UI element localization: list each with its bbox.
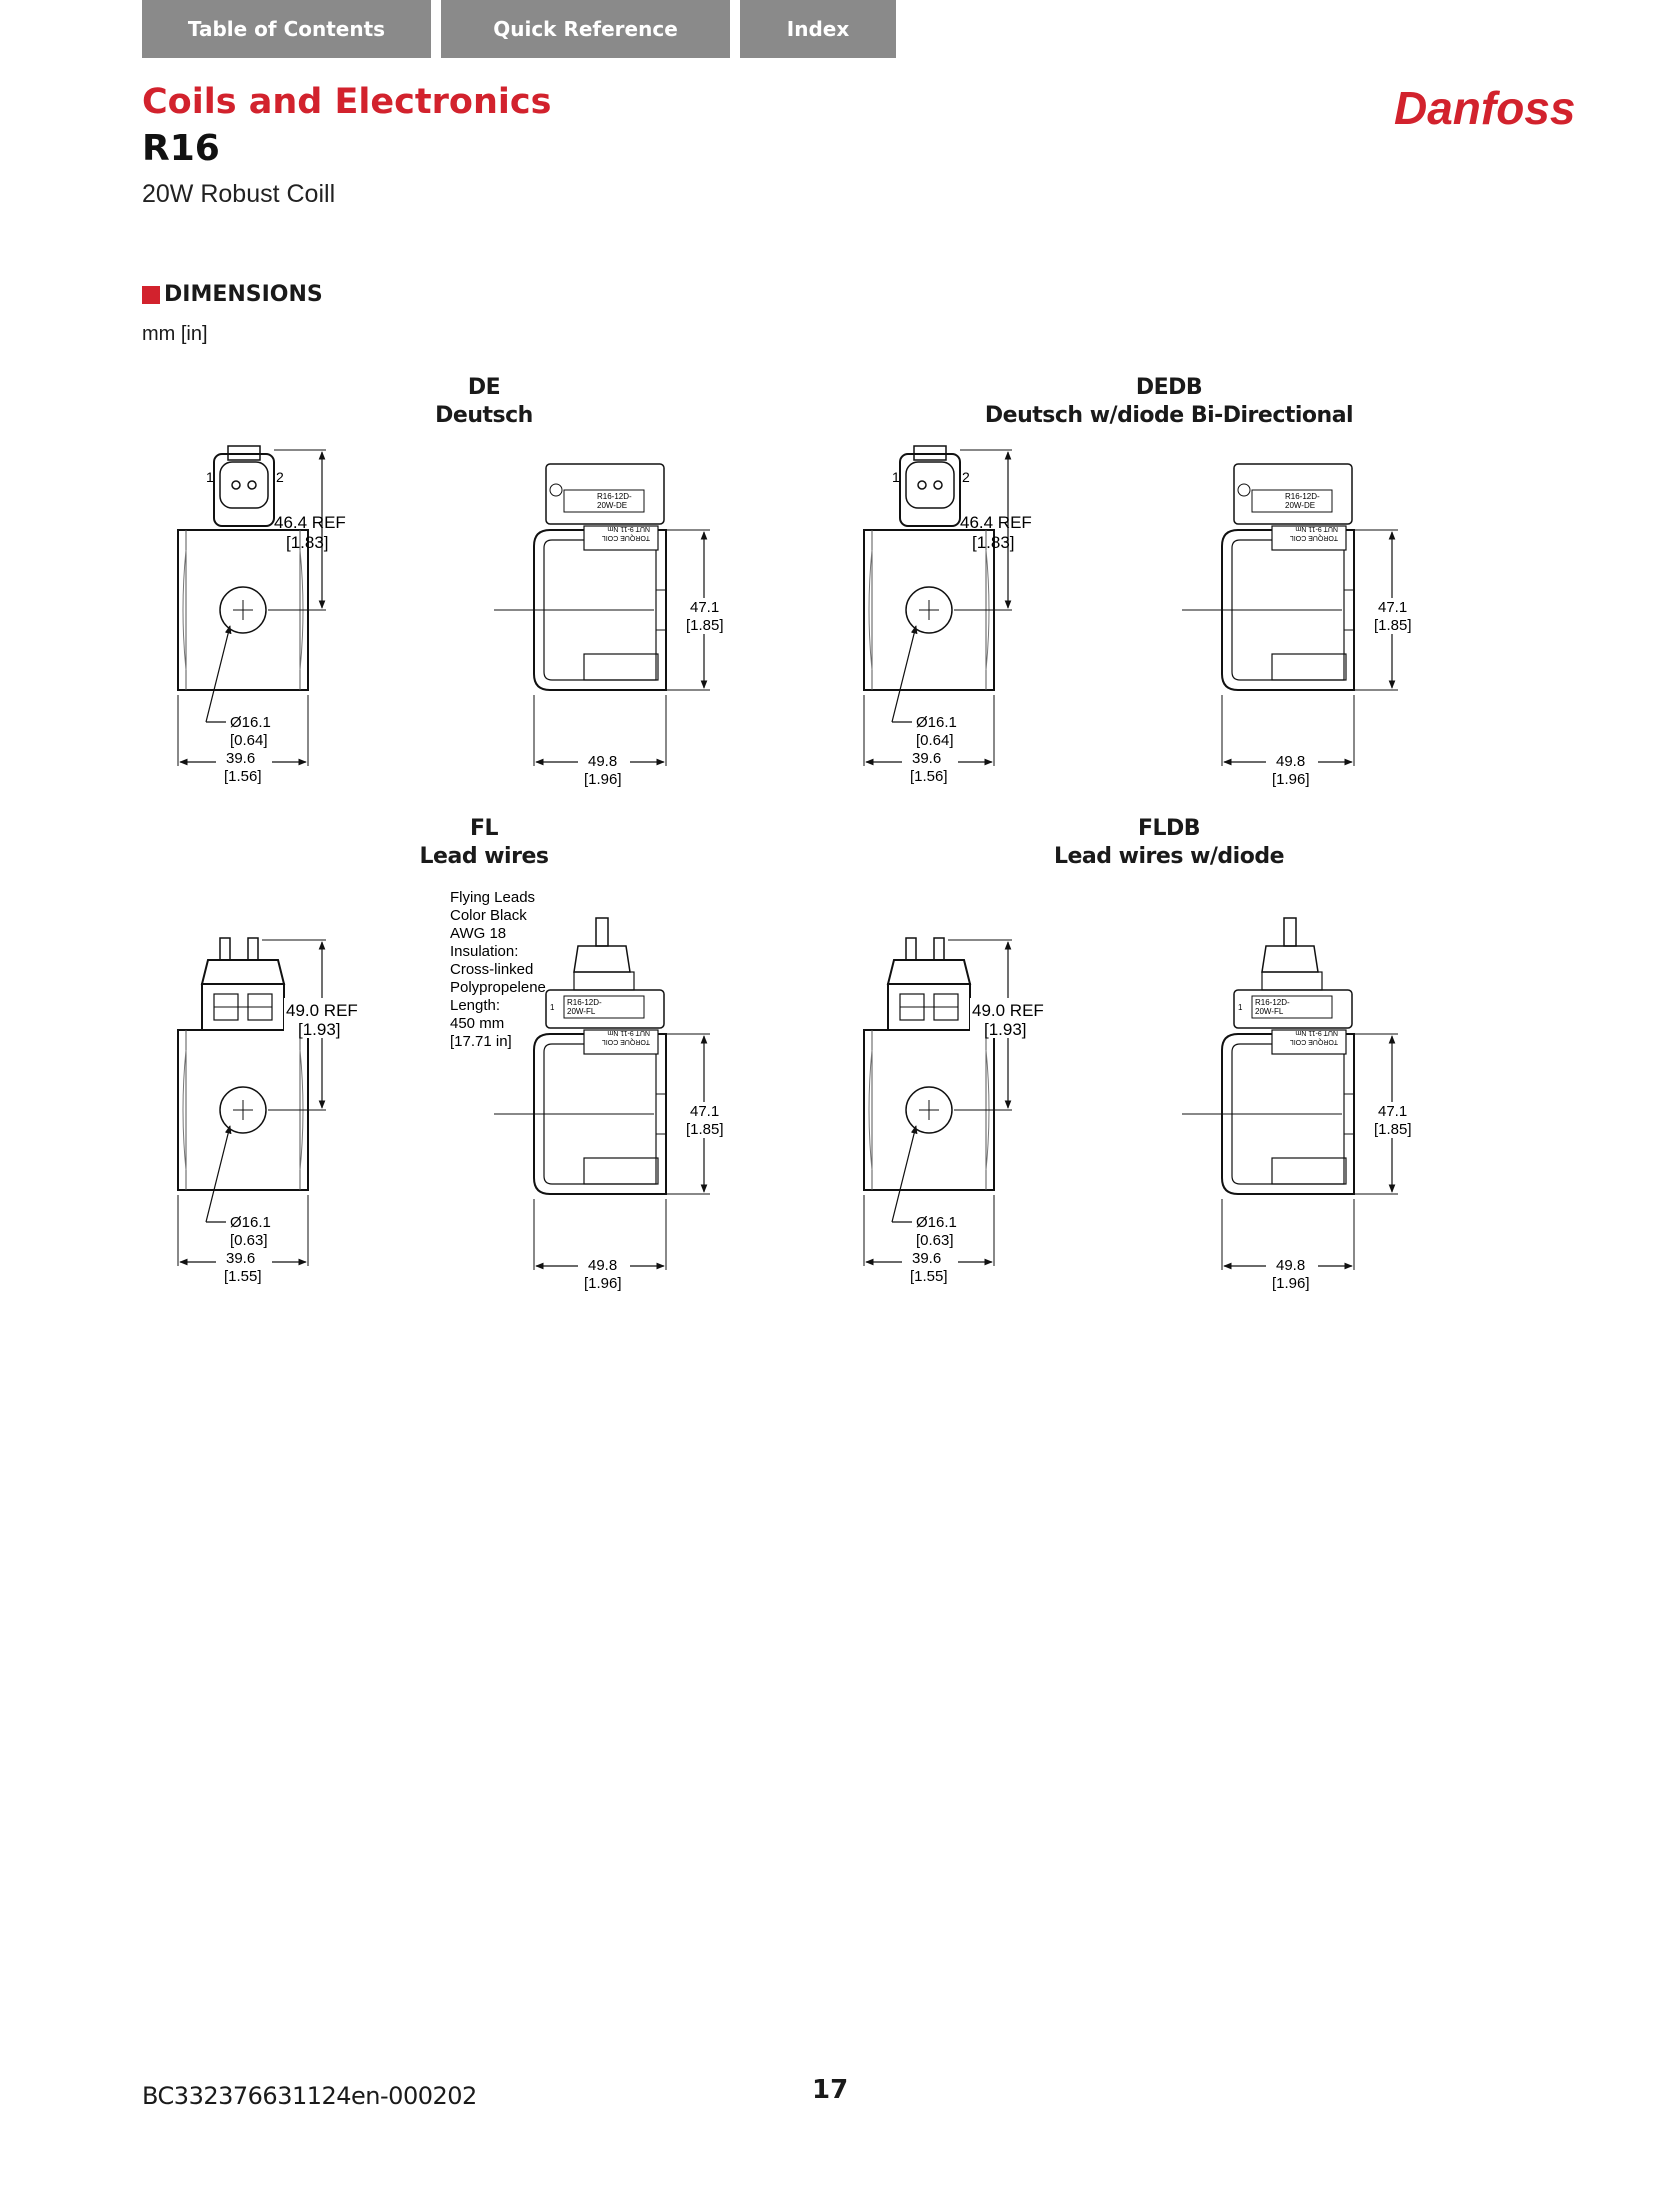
svg-text:47.1: 47.1 [1378,599,1408,616]
svg-text:49.0 REF: 49.0 REF [286,1001,358,1020]
svg-text:NUT 9-11 Nm: NUT 9-11 Nm [1295,1029,1338,1036]
svg-text:[1.56]: [1.56] [910,768,948,785]
top-nav-tabs [142,0,896,58]
svg-text:[1.96]: [1.96] [1272,771,1310,788]
svg-text:[0.64]: [0.64] [916,732,954,749]
svg-text:Color Black: Color Black [450,907,527,924]
svg-text:[1.85]: [1.85] [686,617,724,634]
svg-text:Length:: Length: [450,997,501,1014]
svg-text:39.6: 39.6 [912,1250,942,1267]
diagram-fl-code: FL [469,816,499,841]
flying-leads-note [450,889,546,1050]
drawing-fldb-side [1182,918,1422,1292]
svg-text:R16-12D-: R16-12D- [1285,492,1320,501]
svg-text:Flying Leads: Flying Leads [450,889,536,906]
svg-text:[17.71 in]: [17.71 in] [450,1033,512,1050]
diagram-de-name: Deutsch [435,403,533,428]
tab-table-of-contents[interactable]: Table of Contents [142,0,431,58]
svg-text:[1.85]: [1.85] [1374,617,1412,634]
svg-text:TORQUE COIL: TORQUE COIL [1289,534,1338,541]
page-title: R16 [142,128,220,169]
svg-text:[0.64]: [0.64] [230,732,268,749]
svg-text:[1.93]: [1.93] [298,1020,341,1039]
danfoss-logo [1390,66,1580,146]
diagram-dedb-name: Deutsch w/diode Bi-Directional [984,403,1354,428]
diagram-de-title [435,374,533,430]
svg-text:R16-12D-: R16-12D- [567,998,602,1007]
diagram-fldb-name: Lead wires w/diode [1053,844,1285,869]
svg-text:[1.96]: [1.96] [1272,1275,1310,1292]
svg-text:AWG 18: AWG 18 [450,925,507,942]
diagram-de-code: DE [467,375,501,400]
document-code: BC332376631124en-000202 [142,2082,477,2110]
page-category: Coils and Electronics [142,82,552,122]
svg-text:Cross-linked: Cross-linked [450,961,534,978]
page-number: 17 [812,2075,849,2105]
svg-text:49.0 REF: 49.0 REF [972,1001,1044,1020]
svg-text:[1.56]: [1.56] [224,768,262,785]
section-dimensions [142,282,323,307]
svg-text:20W-FL: 20W-FL [567,1007,596,1016]
svg-text:R16-12D-: R16-12D- [1255,998,1290,1007]
tab-quick-reference[interactable]: Quick Reference [441,0,730,58]
diagram-dedb-code: DEDB [1135,375,1203,400]
svg-text:Ø16.1: Ø16.1 [916,714,957,731]
svg-text:39.6: 39.6 [226,1250,256,1267]
svg-text:39.6: 39.6 [912,750,942,767]
svg-text:46.4 REF: 46.4 REF [960,513,1032,532]
tab-index[interactable]: Index [740,0,896,58]
svg-text:[0.63]: [0.63] [916,1232,954,1249]
drawing-fldb [864,938,1048,1285]
svg-text:[1.55]: [1.55] [224,1268,262,1285]
svg-text:1: 1 [1238,1003,1243,1012]
section-marker [142,286,160,304]
svg-text:49.8: 49.8 [1276,1257,1306,1274]
svg-text:NUT 9-11 Nm: NUT 9-11 Nm [607,1029,650,1036]
svg-text:TORQUE COIL: TORQUE COIL [601,1038,650,1045]
svg-text:[0.63]: [0.63] [230,1232,268,1249]
svg-text:TORQUE COIL: TORQUE COIL [1289,1038,1338,1045]
svg-text:49.8: 49.8 [588,1257,618,1274]
svg-text:Ø16.1: Ø16.1 [230,1214,271,1231]
svg-text:Insulation:: Insulation: [450,943,519,960]
dimension-drawings [142,430,1522,1292]
svg-text:47.1: 47.1 [690,1103,720,1120]
svg-text:NUT 9-11 Nm: NUT 9-11 Nm [1295,525,1338,532]
svg-text:39.6: 39.6 [226,750,256,767]
svg-text:[1.85]: [1.85] [1374,1121,1412,1138]
svg-text:Ø16.1: Ø16.1 [916,1214,957,1231]
svg-text:[1.96]: [1.96] [584,1275,622,1292]
drawing-de-side [494,464,734,788]
svg-text:[1.83]: [1.83] [972,533,1015,552]
svg-text:47.1: 47.1 [1378,1103,1408,1120]
svg-text:1: 1 [550,1003,555,1012]
diagram-fldb-code: FLDB [1137,816,1201,841]
svg-text:49.8: 49.8 [1276,753,1306,770]
svg-text:Danfoss: Danfoss [1394,82,1576,134]
svg-text:49.8: 49.8 [588,753,618,770]
drawing-dedb-side [1182,464,1422,788]
section-title: DIMENSIONS [164,282,323,307]
svg-text:1: 1 [206,469,214,485]
svg-text:[1.96]: [1.96] [584,771,622,788]
drawing-de [178,446,346,785]
svg-text:Polypropelene: Polypropelene [450,979,546,996]
units-note: mm [in] [142,323,208,345]
diagram-fl-name: Lead wires [419,844,549,869]
svg-text:2: 2 [962,469,970,485]
diagram-dedb-title [985,374,1353,430]
drawing-fl [178,938,362,1285]
svg-text:20W-FL: 20W-FL [1255,1007,1284,1016]
drawing-dedb [864,446,1032,785]
svg-text:20W-DE: 20W-DE [1285,501,1316,510]
svg-text:Ø16.1: Ø16.1 [230,714,271,731]
svg-text:[1.55]: [1.55] [910,1268,948,1285]
svg-text:2: 2 [276,469,284,485]
svg-text:450 mm: 450 mm [450,1015,505,1032]
page-subtitle: 20W Robust Coill [142,180,336,208]
svg-text:1: 1 [892,469,900,485]
svg-text:[1.93]: [1.93] [984,1020,1027,1039]
svg-text:47.1: 47.1 [690,599,720,616]
svg-text:NUT 9-11 Nm: NUT 9-11 Nm [607,525,650,532]
svg-text:46.4 REF: 46.4 REF [274,513,346,532]
svg-text:R16-12D-: R16-12D- [597,492,632,501]
svg-text:TORQUE COIL: TORQUE COIL [601,534,650,541]
svg-text:20W-DE: 20W-DE [597,501,628,510]
svg-text:[1.85]: [1.85] [686,1121,724,1138]
svg-text:[1.83]: [1.83] [286,533,329,552]
